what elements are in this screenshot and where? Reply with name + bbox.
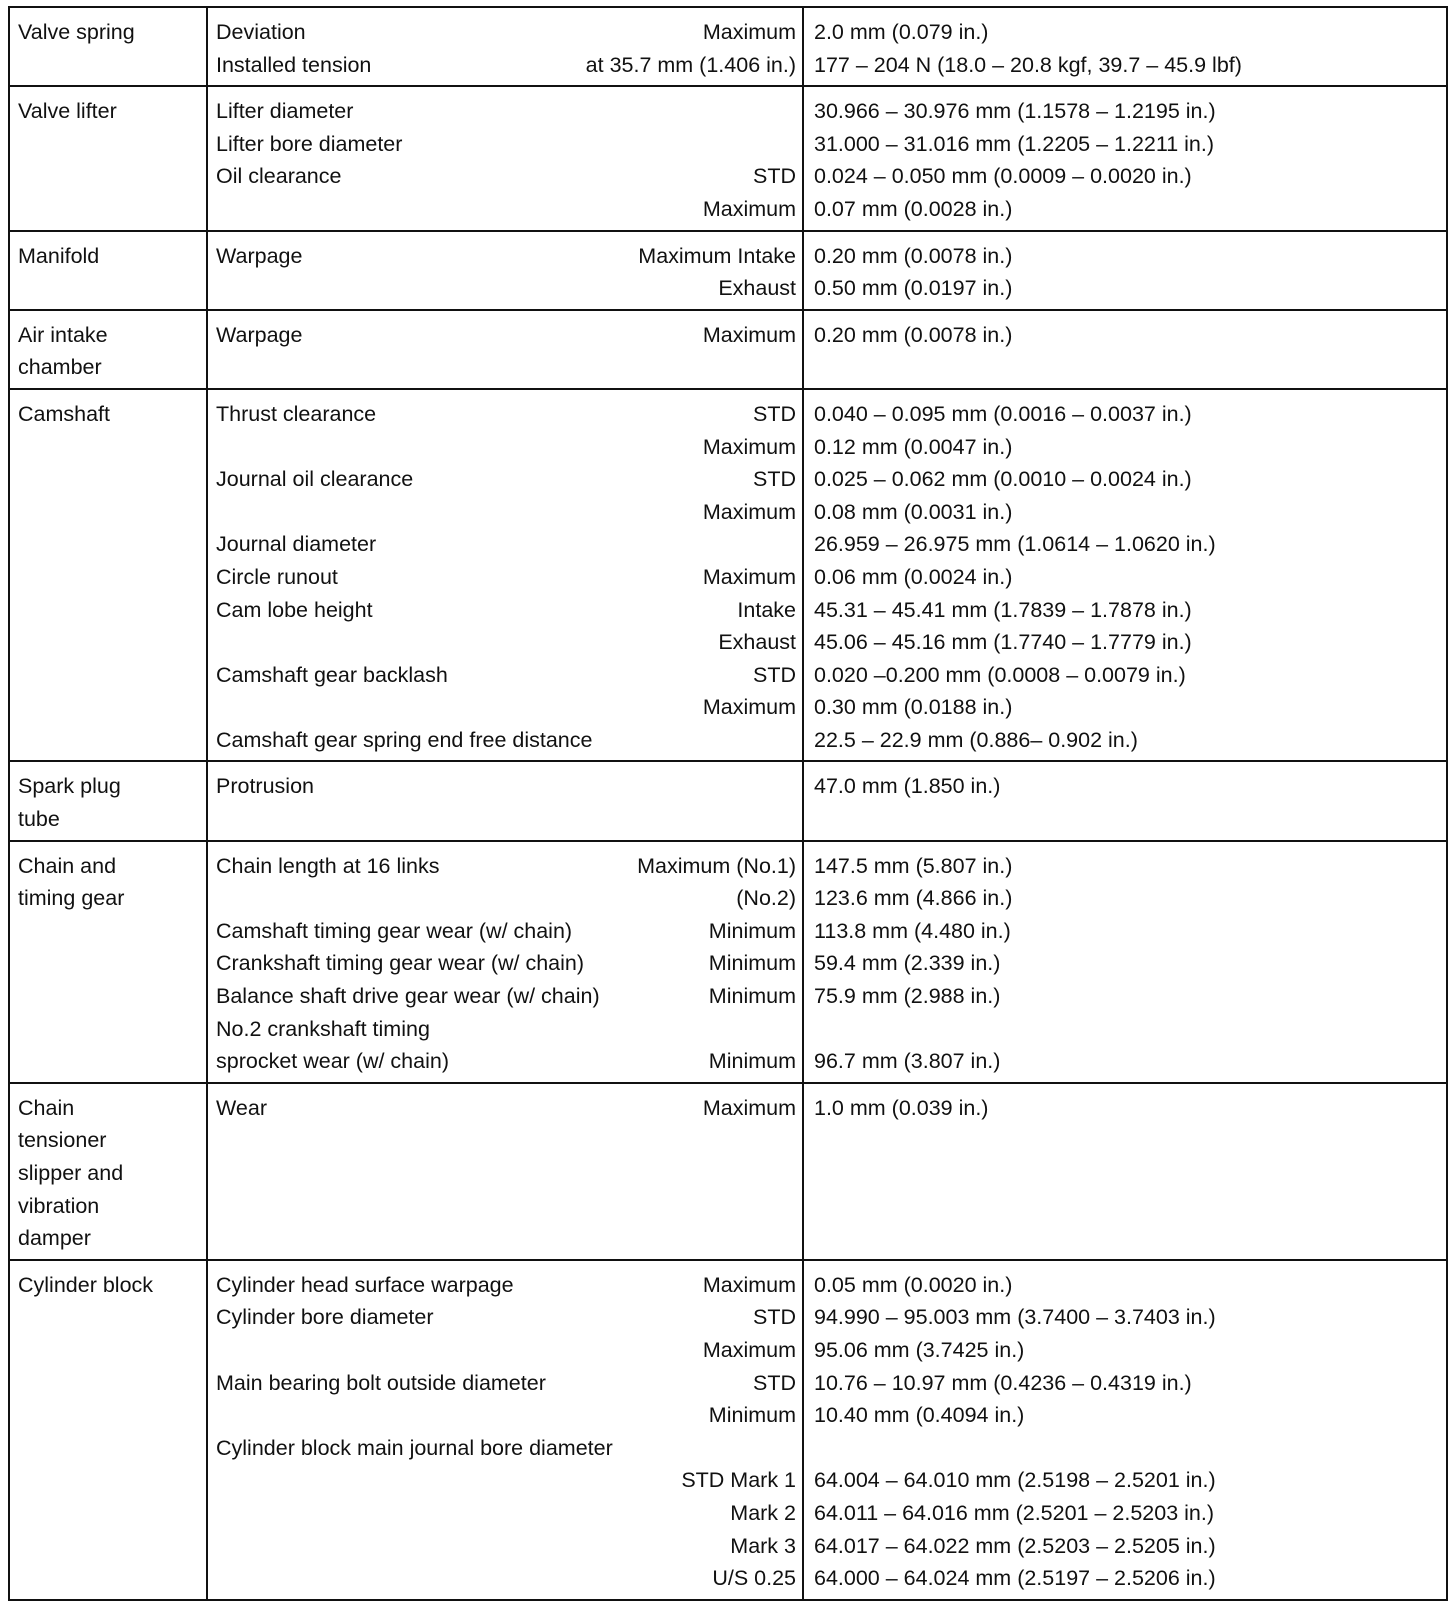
spec-item-label: Oil clearance: [216, 164, 342, 189]
spec-line: [216, 1432, 796, 1465]
spec-line: [216, 463, 796, 496]
spec-value: 0.20 mm (0.0078 in.): [814, 243, 1013, 268]
spec-value: 10.76 – 10.97 mm (0.4236 – 0.4319 in.): [814, 1370, 1192, 1395]
spec-item-label: Circle runout: [216, 564, 338, 589]
spec-value: 26.959 – 26.975 mm (1.0614 – 1.0620 in.): [814, 532, 1216, 557]
spec-line: [216, 496, 796, 529]
spec-condition-label: U/S 0.25: [712, 1566, 796, 1591]
component-name-line: slipper and: [18, 1161, 124, 1185]
value-cell: [803, 7, 1447, 86]
spec-condition-label: Maximum: [702, 196, 796, 221]
spec-line: [216, 1222, 796, 1255]
item-cell: [207, 389, 803, 762]
spec-value: [812, 1190, 1440, 1223]
component-name-line: tensioner: [18, 1128, 107, 1153]
value-cell: [803, 310, 1447, 389]
spec-line: [216, 1013, 796, 1046]
spec-condition-label: STD: [753, 467, 796, 492]
spec-value: 64.000 – 64.024 mm (2.5197 – 2.5206 in.): [814, 1566, 1216, 1591]
spec-condition-label: Maximum (No.1): [637, 853, 796, 878]
item-cell: [207, 841, 803, 1083]
spec-item-label: Warpage: [216, 243, 303, 268]
spec-condition-label: Maximum: [702, 499, 796, 524]
spec-value: [812, 1432, 1440, 1465]
spec-value: 0.06 mm (0.0024 in.): [814, 564, 1013, 589]
spec-section-row: [9, 761, 1447, 840]
spec-line: [216, 1190, 796, 1223]
component-cell: [9, 761, 207, 840]
spec-line: [216, 1157, 796, 1190]
spec-item-label: Cylinder bore diameter: [216, 1305, 434, 1330]
spec-condition-label: Maximum Intake: [638, 243, 796, 268]
value-cell: [803, 231, 1447, 310]
spec-value: 123.6 mm (4.866 in.): [814, 886, 1013, 911]
spec-condition-label: Minimum: [708, 1403, 796, 1428]
component-name-line: Chain and: [18, 853, 117, 878]
spec-line: [216, 319, 796, 352]
spec-line: [216, 980, 796, 1013]
spec-value: 2.0 mm (0.079 in.): [814, 20, 989, 44]
spec-section-row: [9, 310, 1447, 389]
spec-value: 10.40 mm (0.4094 in.): [814, 1403, 1025, 1428]
spec-item-label: sprocket wear (w/ chain): [216, 1049, 449, 1074]
spec-line: [216, 882, 796, 915]
spec-condition-label: (No.2): [736, 886, 796, 911]
spec-line: [216, 95, 796, 128]
spec-line: [216, 240, 796, 273]
value-cell: [803, 1083, 1447, 1260]
component-cell: [9, 1083, 207, 1260]
spec-item-label: Cylinder head surface warpage: [216, 1272, 514, 1297]
spec-item-label: Thrust clearance: [216, 401, 377, 426]
spec-value: 30.966 – 30.976 mm (1.1578 – 1.2195 in.): [814, 99, 1216, 124]
spec-line: [216, 398, 796, 431]
spec-condition-label: Mark 2: [730, 1500, 796, 1525]
spec-table-body: [9, 7, 1447, 1600]
spec-line: [216, 770, 796, 803]
spec-item-label: Cam lobe height: [216, 597, 373, 622]
spec-table: [8, 6, 1448, 1601]
spec-value: 0.30 mm (0.0188 in.): [814, 695, 1013, 720]
spec-condition-label: Maximum: [702, 1272, 796, 1297]
spec-value: 0.07 mm (0.0028 in.): [814, 196, 1013, 221]
component-name-line: damper: [18, 1226, 91, 1251]
spec-value: 59.4 mm (2.339 in.): [814, 951, 1001, 976]
spec-condition-label: Maximum: [702, 1337, 796, 1362]
spec-value: 96.7 mm (3.807 in.): [814, 1049, 1001, 1074]
spec-condition-label: Maximum: [702, 564, 796, 589]
spec-section-row: [9, 7, 1447, 86]
spec-condition-label: Maximum: [702, 1095, 796, 1120]
spec-line: [216, 1464, 796, 1497]
spec-line: [216, 1301, 796, 1334]
spec-section-row: [9, 231, 1447, 310]
component-cell: [9, 1260, 207, 1600]
spec-value: 177 – 204 N (18.0 – 20.8 kgf, 39.7 – 45.9 lbf): [814, 52, 1242, 77]
spec-line: [216, 1045, 796, 1078]
component-name-line: Spark plug: [18, 774, 121, 799]
spec-item-label: No.2 crankshaft timing: [216, 1016, 430, 1041]
component-cell: [9, 86, 207, 230]
spec-value: 95.06 mm (3.7425 in.): [814, 1337, 1025, 1362]
spec-value: 0.020 –0.200 mm (0.0008 – 0.0079 in.): [814, 662, 1186, 687]
spec-value: [812, 1013, 1440, 1046]
spec-item-label: Protrusion: [216, 774, 314, 799]
spec-line: [216, 1562, 796, 1595]
spec-item-label: Wear: [216, 1095, 267, 1120]
spec-condition-label: Intake: [737, 597, 796, 622]
spec-section-row: [9, 1260, 1447, 1600]
spec-condition-label: STD: [753, 1305, 796, 1330]
spec-condition-label: Minimum: [708, 951, 796, 976]
component-name-line: Air intake: [18, 322, 108, 347]
spec-item-label: Crankshaft timing gear wear (w/ chain): [216, 951, 585, 976]
component-cell: [9, 231, 207, 310]
spec-value: 0.12 mm (0.0047 in.): [814, 434, 1013, 459]
spec-section-row: [9, 86, 1447, 230]
spec-condition-label: STD Mark 1: [681, 1468, 796, 1493]
spec-line: [216, 626, 796, 659]
spec-value: 31.000 – 31.016 mm (1.2205 – 1.2211 in.): [814, 131, 1215, 156]
spec-line: [216, 1092, 796, 1125]
spec-line: [216, 659, 796, 692]
spec-value: [812, 1222, 1440, 1255]
spec-condition-label: STD: [753, 401, 796, 426]
spec-value: 45.31 – 45.41 mm (1.7839 – 1.7878 in.): [814, 597, 1192, 622]
spec-line: [216, 272, 796, 305]
spec-item-label: Warpage: [216, 322, 303, 347]
spec-section-row: [9, 389, 1447, 762]
spec-line: [216, 351, 796, 384]
spec-condition-label: Maximum: [702, 20, 796, 44]
component-cell: [9, 841, 207, 1083]
spec-section-row: [9, 1083, 1447, 1260]
spec-value: 0.05 mm (0.0020 in.): [814, 1272, 1013, 1297]
spec-value: 64.004 – 64.010 mm (2.5198 – 2.5201 in.): [814, 1468, 1216, 1493]
spec-item-label: Cylinder block main journal bore diameter: [216, 1435, 613, 1460]
spec-item-label: Main bearing bolt outside diameter: [216, 1370, 546, 1395]
spec-line: [216, 1124, 796, 1157]
spec-value: 0.08 mm (0.0031 in.): [814, 499, 1013, 524]
spec-line: [216, 947, 796, 980]
spec-value: [812, 351, 1440, 384]
spec-condition-label: STD: [753, 1370, 796, 1395]
spec-condition-label: Mark 3: [730, 1533, 796, 1558]
spec-value: 0.040 – 0.095 mm (0.0016 – 0.0037 in.): [814, 401, 1192, 426]
value-cell: [803, 86, 1447, 230]
spec-condition-label: STD: [753, 164, 796, 189]
spec-line: [216, 691, 796, 724]
spec-line: [216, 16, 796, 49]
item-cell: [207, 231, 803, 310]
spec-line: [216, 1497, 796, 1530]
value-cell: [803, 389, 1447, 762]
spec-value: 1.0 mm (0.039 in.): [814, 1095, 989, 1120]
item-cell: [207, 1260, 803, 1600]
spec-item-label: Chain length at 16 links: [216, 853, 440, 878]
spec-value: 0.50 mm (0.0197 in.): [814, 276, 1013, 301]
spec-value: 64.017 – 64.022 mm (2.5203 – 2.5205 in.): [814, 1533, 1216, 1558]
item-cell: [207, 761, 803, 840]
spec-line: [216, 724, 796, 757]
spec-item-label: Lifter diameter: [216, 99, 354, 124]
spec-line: [216, 803, 796, 836]
spec-value: 45.06 – 45.16 mm (1.7740 – 1.7779 in.): [814, 630, 1192, 655]
spec-condition-label: Minimum: [708, 918, 796, 943]
spec-line: [216, 915, 796, 948]
spec-line: [216, 1530, 796, 1563]
spec-condition-label: at 35.7 mm (1.406 in.): [585, 52, 796, 77]
component-name-line: chamber: [18, 355, 102, 380]
spec-line: [216, 1367, 796, 1400]
spec-value: [812, 1157, 1440, 1190]
spec-line: [216, 193, 796, 226]
spec-item-label: Deviation: [216, 20, 306, 44]
spec-line: [216, 561, 796, 594]
item-cell: [207, 86, 803, 230]
spec-line: [216, 49, 796, 82]
spec-item-label: Lifter bore diameter: [216, 131, 403, 156]
spec-value: 22.5 – 22.9 mm (0.886– 0.902 in.): [814, 727, 1138, 752]
spec-value: 75.9 mm (2.988 in.): [814, 984, 1001, 1009]
component-cell: [9, 310, 207, 389]
spec-item-label: Installed tension: [216, 52, 372, 77]
spec-condition-label: Exhaust: [718, 276, 796, 301]
spec-line: [216, 594, 796, 627]
spec-item-label: Balance shaft drive gear wear (w/ chain): [216, 984, 600, 1009]
component-name-line: Camshaft: [18, 401, 111, 426]
component-name-line: Manifold: [18, 243, 100, 268]
spec-line: [216, 128, 796, 161]
spec-value: 94.990 – 95.003 mm (3.7400 – 3.7403 in.): [814, 1305, 1216, 1330]
value-cell: [803, 1260, 1447, 1600]
component-name-line: timing gear: [18, 886, 125, 911]
spec-condition-label: STD: [753, 662, 796, 687]
spec-line: [216, 1334, 796, 1367]
spec-value: [812, 803, 1440, 836]
spec-line: [216, 1399, 796, 1432]
spec-line: [216, 431, 796, 464]
item-cell: [207, 7, 803, 86]
item-cell: [207, 310, 803, 389]
spec-condition-label: Minimum: [708, 1049, 796, 1074]
spec-value: 147.5 mm (5.807 in.): [814, 853, 1013, 878]
spec-item-label: Camshaft gear backlash: [216, 662, 448, 687]
item-cell: [207, 1083, 803, 1260]
spec-condition-label: Maximum: [702, 322, 796, 347]
spec-condition-label: Exhaust: [718, 630, 796, 655]
spec-line: [216, 850, 796, 883]
spec-value: 64.011 – 64.016 mm (2.5201 – 2.5203 in.): [814, 1500, 1215, 1525]
spec-item-label: Camshaft gear spring end free distance: [216, 727, 593, 752]
spec-value: 0.024 – 0.050 mm (0.0009 – 0.0020 in.): [814, 164, 1192, 189]
spec-item-label: Camshaft timing gear wear (w/ chain): [216, 918, 573, 943]
spec-item-label: Journal diameter: [216, 532, 377, 557]
component-name-line: Chain: [18, 1095, 75, 1120]
value-cell: [803, 761, 1447, 840]
spec-condition-label: Maximum: [702, 434, 796, 459]
spec-condition-label: Maximum: [702, 695, 796, 720]
component-name-line: Valve spring: [18, 20, 135, 44]
spec-line: [216, 160, 796, 193]
component-name-line: Cylinder block: [18, 1272, 154, 1297]
spec-line: [216, 1269, 796, 1302]
spec-line: [216, 528, 796, 561]
spec-item-label: Journal oil clearance: [216, 467, 414, 492]
spec-section-row: [9, 841, 1447, 1083]
spec-value: 0.025 – 0.062 mm (0.0010 – 0.0024 in.): [814, 467, 1192, 492]
component-name-line: tube: [18, 807, 60, 832]
spec-value: [812, 1124, 1440, 1157]
spec-value: 0.20 mm (0.0078 in.): [814, 322, 1013, 347]
component-cell: [9, 389, 207, 762]
spec-condition-label: Minimum: [708, 984, 796, 1009]
component-name-line: vibration: [18, 1193, 100, 1218]
value-cell: [803, 841, 1447, 1083]
spec-value: 113.8 mm (4.480 in.): [814, 918, 1011, 943]
component-cell: [9, 7, 207, 86]
spec-value: 47.0 mm (1.850 in.): [814, 774, 1001, 799]
component-name-line: Valve lifter: [18, 99, 117, 124]
